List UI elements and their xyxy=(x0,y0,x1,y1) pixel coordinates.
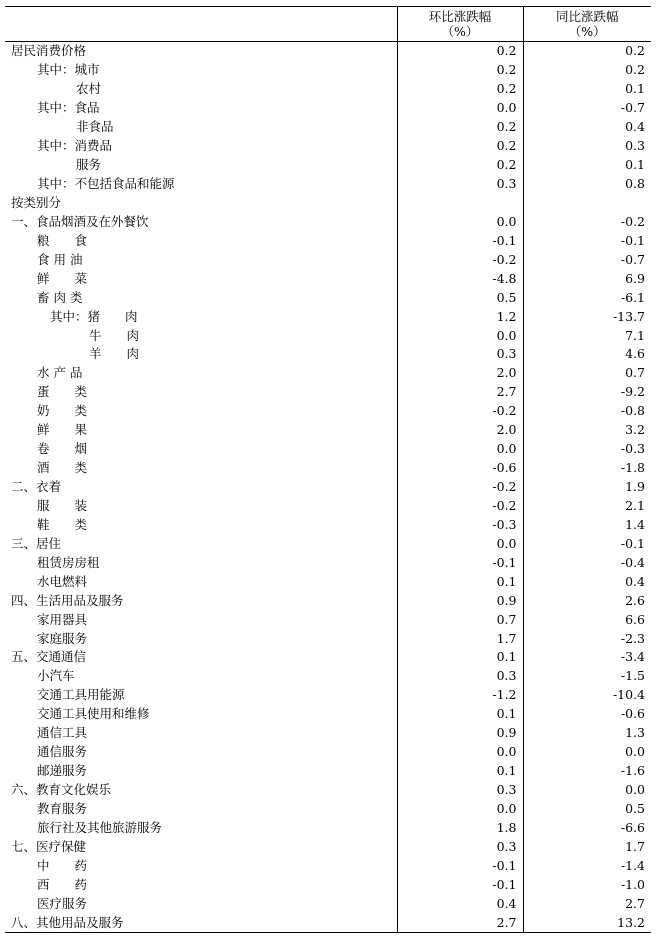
row-mom-value: -0.2 xyxy=(397,497,523,516)
row-mom-value: 1.7 xyxy=(397,629,523,648)
table-row xyxy=(5,800,651,819)
row-yoy-value: 0.0 xyxy=(523,743,651,762)
row-label: 四、生活用品及服务 xyxy=(11,592,124,608)
row-mom-value: -0.1 xyxy=(397,856,523,875)
row-mom-value: 2.7 xyxy=(397,913,523,932)
row-label: 食 用 油 xyxy=(37,251,83,267)
table-row xyxy=(5,572,651,591)
table-row xyxy=(5,667,651,686)
table-row xyxy=(5,137,651,156)
row-yoy-value: -0.2 xyxy=(523,212,651,231)
row-mom-value: -0.1 xyxy=(397,231,523,250)
row-yoy-value: 1.7 xyxy=(523,837,651,856)
row-mom-value: 0.0 xyxy=(397,800,523,819)
table-row xyxy=(5,913,651,932)
row-yoy-value: 2.6 xyxy=(523,591,651,610)
row-mom-value: 0.7 xyxy=(397,610,523,629)
table-row xyxy=(5,99,651,118)
row-mom-value: 0.0 xyxy=(397,326,523,345)
row-yoy-value: 0.4 xyxy=(523,118,651,137)
row-mom-value: 0.3 xyxy=(397,345,523,364)
row-yoy-value: 3.2 xyxy=(523,421,651,440)
row-yoy-value: 2.1 xyxy=(523,497,651,516)
row-yoy-value: -0.7 xyxy=(523,99,651,118)
table-row xyxy=(5,743,651,762)
table-row xyxy=(5,175,651,194)
table-row xyxy=(5,364,651,383)
row-yoy-value: -1.8 xyxy=(523,459,651,478)
row-yoy-value: -0.8 xyxy=(523,402,651,421)
row-yoy-value: 0.0 xyxy=(523,781,651,800)
row-mom-value: 0.1 xyxy=(397,762,523,781)
row-mom-value: -0.2 xyxy=(397,402,523,421)
header-yoy-label: 同比涨跌幅 xyxy=(555,9,619,24)
row-yoy-value: 0.2 xyxy=(523,61,651,80)
table-row xyxy=(5,781,651,800)
row-mom-value: 0.3 xyxy=(397,175,523,194)
table-row xyxy=(5,894,651,913)
row-yoy-value: 13.2 xyxy=(523,913,651,932)
header-blank-cell xyxy=(5,7,397,42)
row-label: 鲜 菜 xyxy=(37,270,88,286)
row-label: 非食品 xyxy=(76,119,114,135)
row-label: 六、教育文化娱乐 xyxy=(11,782,112,798)
row-yoy-value: -0.1 xyxy=(523,534,651,553)
row-yoy-value: -3.4 xyxy=(523,648,651,667)
row-yoy-value: -0.3 xyxy=(523,440,651,459)
row-yoy-value: -9.2 xyxy=(523,383,651,402)
table-row xyxy=(5,156,651,175)
row-label: 教育服务 xyxy=(37,800,88,816)
row-yoy-value: 0.4 xyxy=(523,572,651,591)
row-yoy-value: 0.8 xyxy=(523,175,651,194)
row-label: 其中：猪 肉 xyxy=(50,308,138,324)
row-label: 三、居住 xyxy=(11,535,62,551)
row-mom-value: 0.4 xyxy=(397,894,523,913)
table-body xyxy=(5,42,651,933)
table-row xyxy=(5,345,651,364)
row-label: 家庭服务 xyxy=(37,630,88,646)
row-label: 五、交通通信 xyxy=(11,649,87,665)
row-label: 其中：消费品 xyxy=(37,138,113,154)
row-label: 旅行社及其他旅游服务 xyxy=(37,819,163,835)
row-label: 蛋 类 xyxy=(37,384,88,400)
row-yoy-value: -1.6 xyxy=(523,762,651,781)
row-label: 羊 肉 xyxy=(89,346,140,362)
row-yoy-value: 0.7 xyxy=(523,364,651,383)
row-mom-value: 0.0 xyxy=(397,99,523,118)
header-mom-unit: （%） xyxy=(441,24,479,39)
row-yoy-value: 6.6 xyxy=(523,610,651,629)
row-mom-value: -0.3 xyxy=(397,515,523,534)
table-row xyxy=(5,307,651,326)
row-label: 按类别分 xyxy=(11,194,62,210)
row-mom-value: 0.5 xyxy=(397,288,523,307)
row-label: 其中：不包括食品和能源 xyxy=(37,176,175,192)
row-mom-value: -0.2 xyxy=(397,478,523,497)
row-label: 水电燃料 xyxy=(37,573,88,589)
row-yoy-value: 1.4 xyxy=(523,515,651,534)
table-row xyxy=(5,212,651,231)
row-label: 农村 xyxy=(76,81,102,97)
header-mom xyxy=(397,7,523,42)
row-yoy-value: -1.4 xyxy=(523,856,651,875)
row-mom-value: -0.2 xyxy=(397,250,523,269)
table-row xyxy=(5,837,651,856)
table-row xyxy=(5,724,651,743)
table-row xyxy=(5,629,651,648)
row-yoy-value: 4.6 xyxy=(523,345,651,364)
row-mom-value: 0.2 xyxy=(397,80,523,99)
table-row xyxy=(5,402,651,421)
row-yoy-value: -10.4 xyxy=(523,686,651,705)
row-label: 家用器具 xyxy=(37,611,88,627)
header-row xyxy=(5,7,651,42)
row-mom-value: 0.2 xyxy=(397,118,523,137)
row-mom-value: 2.0 xyxy=(397,364,523,383)
row-mom-value: 0.3 xyxy=(397,667,523,686)
row-yoy-value: -6.6 xyxy=(523,818,651,837)
row-mom-value: 0.3 xyxy=(397,837,523,856)
table-row xyxy=(5,515,651,534)
row-label: 卷 烟 xyxy=(37,441,88,457)
row-mom-value: 1.2 xyxy=(397,307,523,326)
table-header xyxy=(5,7,651,42)
table-row xyxy=(5,80,651,99)
row-yoy-value: 0.3 xyxy=(523,137,651,156)
row-label: 服务 xyxy=(76,157,102,173)
row-mom-value: 0.2 xyxy=(397,42,523,61)
row-label: 七、医疗保健 xyxy=(11,838,87,854)
table-row xyxy=(5,326,651,345)
header-mom-label: 环比涨跌幅 xyxy=(428,9,492,24)
row-label: 一、食品烟酒及在外餐饮 xyxy=(11,213,149,229)
row-label: 牛 肉 xyxy=(89,327,140,343)
table-row xyxy=(5,42,651,61)
row-yoy-value: 0.1 xyxy=(523,156,651,175)
row-yoy-value: 0.2 xyxy=(523,42,651,61)
table-row xyxy=(5,421,651,440)
table-row xyxy=(5,288,651,307)
row-label: 通信服务 xyxy=(37,744,88,760)
row-yoy-value: 1.3 xyxy=(523,724,651,743)
table-row xyxy=(5,194,651,213)
cpi-table-container xyxy=(5,6,651,933)
row-label: 八、其他用品及服务 xyxy=(5,913,397,932)
row-yoy-value: -2.3 xyxy=(523,629,651,648)
row-label: 交通工具用能源 xyxy=(37,687,125,703)
row-mom-value: 2.0 xyxy=(397,421,523,440)
row-label: 二、衣着 xyxy=(11,479,62,495)
row-mom-value: 2.7 xyxy=(397,383,523,402)
row-mom-value: 0.1 xyxy=(397,648,523,667)
row-label: 租赁房房租 xyxy=(37,554,100,570)
row-mom-value: -1.2 xyxy=(397,686,523,705)
row-label: 酒 类 xyxy=(37,460,88,476)
row-mom-value: 0.2 xyxy=(397,137,523,156)
row-mom-value: 1.8 xyxy=(397,818,523,837)
table-row xyxy=(5,856,651,875)
table-row xyxy=(5,231,651,250)
row-yoy-value: -0.4 xyxy=(523,553,651,572)
table-row xyxy=(5,553,651,572)
table-row xyxy=(5,648,651,667)
row-label: 其中：城市 xyxy=(37,62,100,78)
row-mom-value: 0.0 xyxy=(397,534,523,553)
row-mom-value: 0.0 xyxy=(397,743,523,762)
row-label: 居民消费价格 xyxy=(11,43,87,59)
table-row xyxy=(5,61,651,80)
table-row xyxy=(5,705,651,724)
row-yoy-value: -13.7 xyxy=(523,307,651,326)
row-mom-value: 0.1 xyxy=(397,705,523,724)
row-mom-value: 0.9 xyxy=(397,724,523,743)
row-label: 服 装 xyxy=(37,497,88,513)
table-row xyxy=(5,250,651,269)
row-label: 奶 类 xyxy=(37,403,88,419)
row-mom-value: 0.2 xyxy=(397,156,523,175)
row-yoy-value: 6.9 xyxy=(523,269,651,288)
row-yoy-value: -1.5 xyxy=(523,667,651,686)
row-label: 其中：食品 xyxy=(37,100,100,116)
row-label: 水 产 品 xyxy=(37,365,83,381)
row-mom-value: 0.9 xyxy=(397,591,523,610)
table-row xyxy=(5,686,651,705)
row-label: 交通工具使用和维修 xyxy=(37,706,150,722)
row-label: 西 药 xyxy=(37,876,88,892)
row-label: 通信工具 xyxy=(37,725,88,741)
cpi-table xyxy=(5,6,651,933)
header-yoy xyxy=(523,7,651,42)
table-row xyxy=(5,875,651,894)
row-yoy-value: 0.5 xyxy=(523,800,651,819)
row-yoy-value: 0.1 xyxy=(523,80,651,99)
row-yoy-value: -0.6 xyxy=(523,705,651,724)
row-yoy-value xyxy=(523,194,651,213)
table-row xyxy=(5,497,651,516)
table-row xyxy=(5,591,651,610)
row-label: 粮 食 xyxy=(37,232,88,248)
row-yoy-value: -6.1 xyxy=(523,288,651,307)
row-yoy-value: -0.1 xyxy=(523,231,651,250)
table-row xyxy=(5,818,651,837)
row-yoy-value: 2.7 xyxy=(523,894,651,913)
table-row xyxy=(5,762,651,781)
row-yoy-value: -1.0 xyxy=(523,875,651,894)
row-yoy-value: 7.1 xyxy=(523,326,651,345)
row-yoy-value: -0.7 xyxy=(523,250,651,269)
row-mom-value: 0.0 xyxy=(397,212,523,231)
table-row xyxy=(5,459,651,478)
row-mom-value: -4.8 xyxy=(397,269,523,288)
row-label: 邮递服务 xyxy=(37,763,88,779)
table-row xyxy=(5,383,651,402)
row-mom-value: 0.2 xyxy=(397,61,523,80)
row-label: 小汽车 xyxy=(37,668,75,684)
row-mom-value xyxy=(397,194,523,213)
row-mom-value: -0.1 xyxy=(397,875,523,894)
row-label: 畜 肉 类 xyxy=(37,289,83,305)
table-row xyxy=(5,118,651,137)
row-label: 医疗服务 xyxy=(37,895,88,911)
row-label: 鲜 果 xyxy=(37,422,88,438)
row-mom-value: 0.1 xyxy=(397,572,523,591)
row-label: 鞋 类 xyxy=(37,516,88,532)
row-mom-value: -0.1 xyxy=(397,553,523,572)
header-yoy-unit: （%） xyxy=(568,24,606,39)
table-row xyxy=(5,478,651,497)
row-mom-value: 0.3 xyxy=(397,781,523,800)
row-yoy-value: 1.9 xyxy=(523,478,651,497)
table-row xyxy=(5,534,651,553)
table-row xyxy=(5,269,651,288)
row-mom-value: 0.0 xyxy=(397,440,523,459)
row-label: 中 药 xyxy=(37,857,88,873)
table-row xyxy=(5,440,651,459)
row-mom-value: -0.6 xyxy=(397,459,523,478)
table-row xyxy=(5,610,651,629)
